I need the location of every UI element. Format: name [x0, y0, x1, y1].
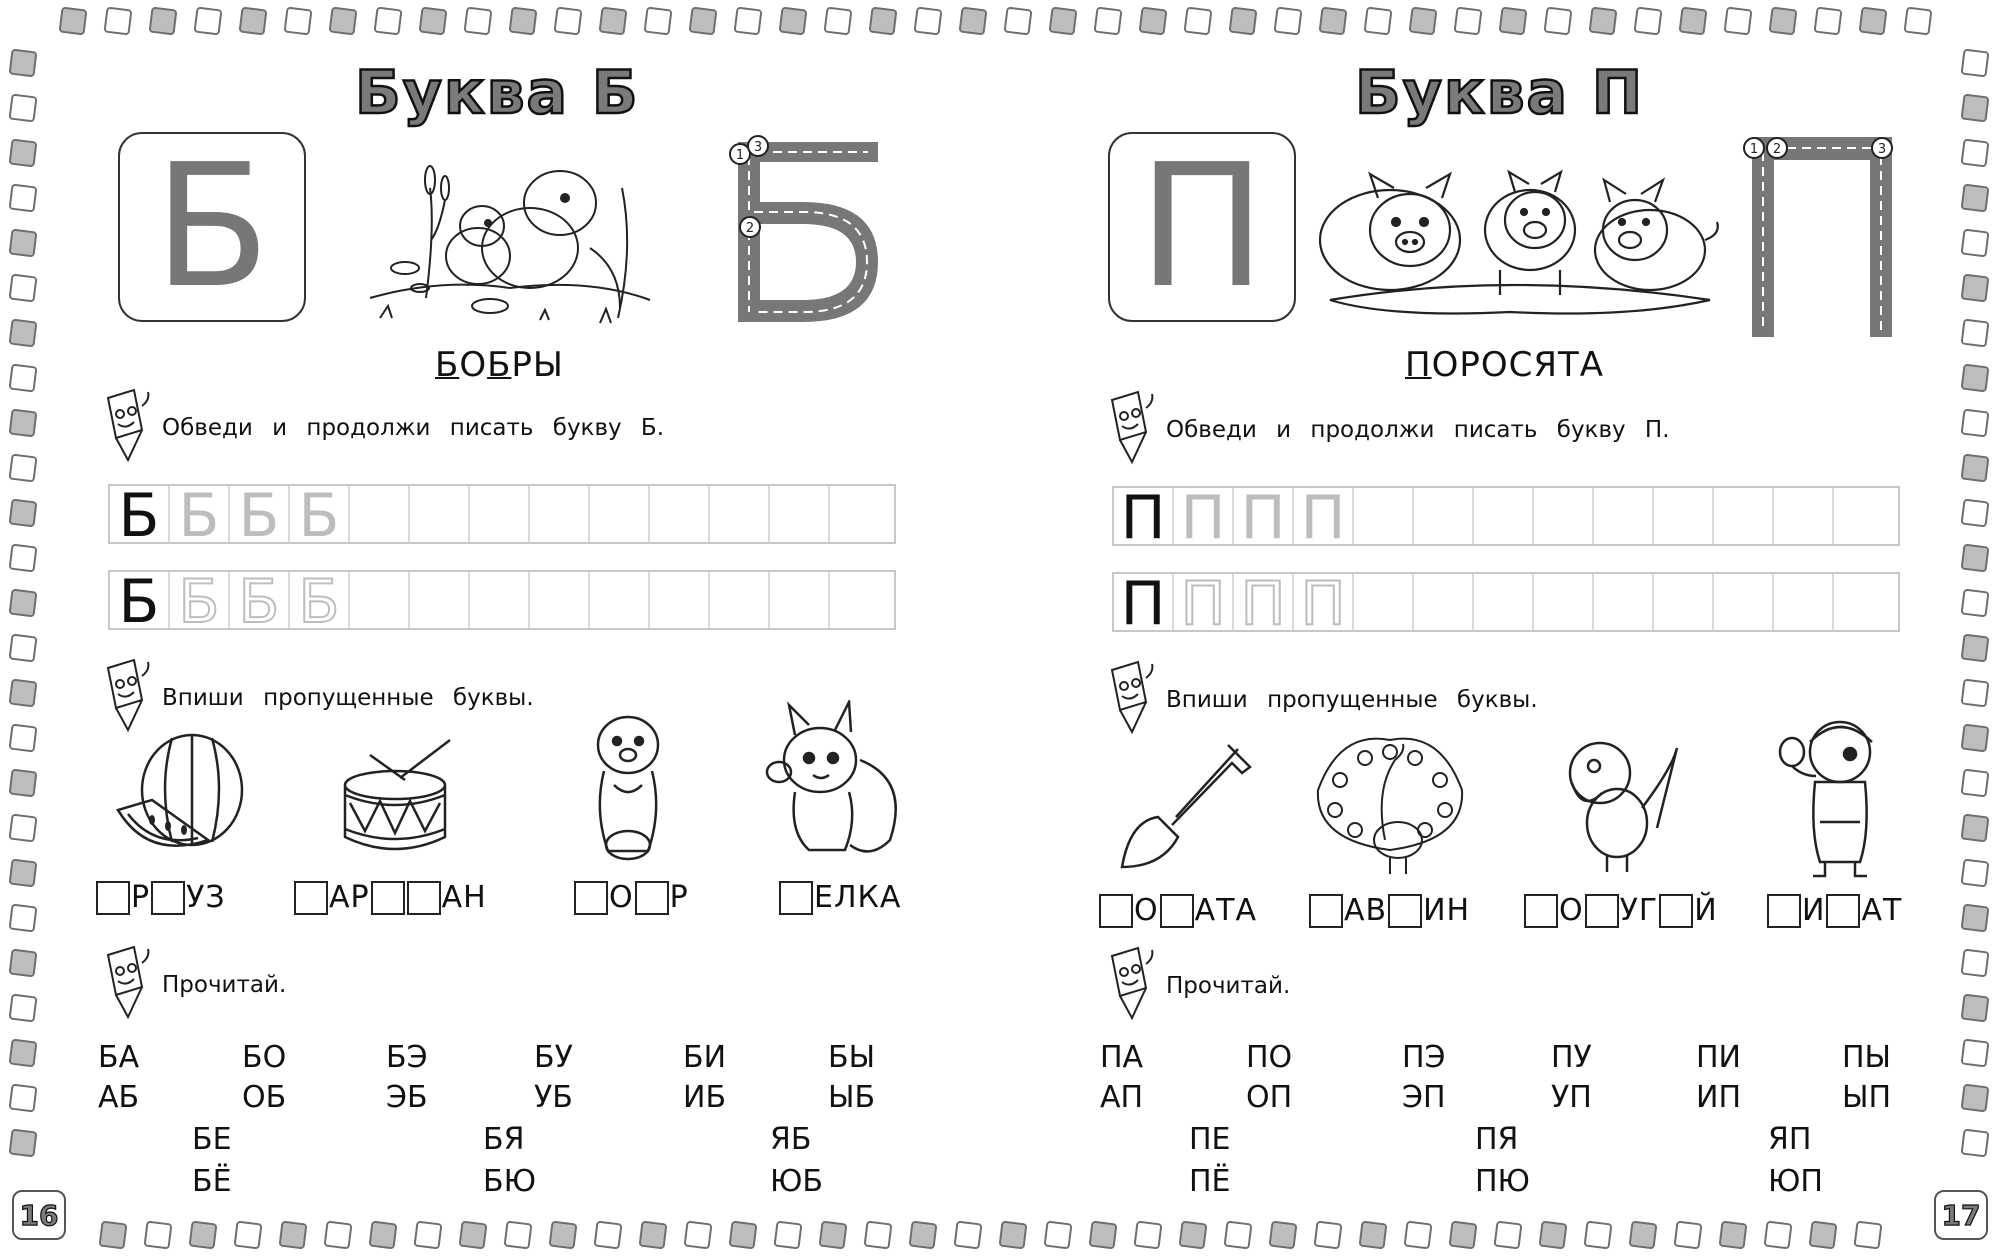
syllable: ПИ [1696, 1040, 1741, 1075]
step-1-label: 1 [1749, 142, 1759, 157]
syllable: БЭ [386, 1040, 428, 1075]
step-2-label: 2 [745, 221, 755, 236]
piglets-illustration [1310, 160, 1730, 320]
letter-box[interactable] [1659, 894, 1693, 928]
instruction-read [1102, 946, 1290, 1026]
instruction-text: Прочитай. [162, 972, 287, 998]
empty-cell [1654, 574, 1714, 630]
drum-icon [340, 735, 460, 855]
empty-cell [1474, 488, 1534, 544]
parrot-icon [1552, 728, 1682, 878]
empty-cell [470, 572, 530, 628]
letter-box[interactable] [1767, 894, 1801, 928]
syllable: ПУ [1551, 1040, 1592, 1075]
empty-cell [1654, 488, 1714, 544]
syllable: ИБ [683, 1080, 727, 1115]
syllable: БИ [683, 1040, 727, 1075]
empty-cell [1834, 574, 1894, 630]
step-2-label: 2 [1772, 142, 1782, 157]
empty-cell [1834, 488, 1894, 544]
instruction-text: Впиши пропущенные буквы. [162, 685, 534, 711]
letter-sample: П [1114, 574, 1174, 630]
syllable: БЕ [192, 1122, 232, 1157]
instruction-text: Прочитай. [1166, 973, 1291, 999]
syllable: ПО [1246, 1040, 1293, 1075]
right-page [1000, 0, 2000, 1257]
syllable: ПЭ [1402, 1040, 1446, 1075]
copy-row-2 [1112, 569, 1900, 639]
syllable: ЯП [1768, 1122, 1812, 1157]
letter-box[interactable] [1309, 894, 1343, 928]
instruction-missing [98, 658, 534, 738]
copy-row-1 [108, 481, 896, 551]
letter-box[interactable] [294, 881, 328, 915]
fill-word-4: И АТ [1766, 893, 1902, 928]
beaver-icon [580, 705, 675, 865]
syllable: БЁ [192, 1164, 232, 1199]
letter-box[interactable] [779, 881, 813, 915]
syllable: ПА [1100, 1040, 1144, 1075]
fill-word-3: О УГ Й [1523, 893, 1718, 928]
fill-word-4: ЕЛКА [778, 880, 901, 915]
empty-cell [530, 572, 590, 628]
pencil-mascot-icon [1102, 390, 1154, 470]
empty-cell [710, 572, 770, 628]
empty-cell [1534, 574, 1594, 630]
trace-letter: П [1174, 488, 1234, 544]
letter-box[interactable] [1160, 894, 1194, 928]
empty-cell [770, 486, 830, 542]
instruction-read [98, 945, 286, 1025]
syllable: УБ [534, 1080, 573, 1115]
empty-cell [410, 486, 470, 542]
syllable: ПЮ [1475, 1164, 1530, 1199]
letter-tracing-guide [1742, 132, 1902, 342]
step-3-label: 3 [1877, 142, 1887, 157]
empty-cell [1414, 488, 1474, 544]
empty-cell [710, 486, 770, 542]
syllable: ПЁ [1189, 1164, 1231, 1199]
squirrel-icon [765, 700, 905, 860]
empty-cell [1594, 488, 1654, 544]
empty-cell [350, 486, 410, 542]
letter-box[interactable] [1826, 894, 1860, 928]
instruction-text: Обведи и продолжи писать букву Б. [162, 415, 665, 441]
page-title: Буква Б [355, 58, 640, 128]
fill-word-1: О АТА [1098, 893, 1257, 928]
page-number: 16 [12, 1190, 66, 1240]
letter-sample: Б [110, 486, 170, 542]
empty-cell [830, 486, 890, 542]
syllable: АП [1100, 1080, 1144, 1115]
fill-word-3: О Р [573, 880, 689, 915]
syllable: БЯ [483, 1122, 525, 1157]
letter-box[interactable] [1524, 894, 1558, 928]
syllable: АБ [98, 1080, 140, 1115]
letter-box[interactable] [574, 881, 608, 915]
letter-box[interactable] [1099, 894, 1133, 928]
syllable: БЮ [483, 1164, 536, 1199]
empty-cell [410, 572, 470, 628]
syllable: ПЕ [1189, 1122, 1231, 1157]
instruction-text: Впиши пропущенные буквы. [1166, 687, 1538, 713]
trace-letter: П [1234, 488, 1294, 544]
dotted-letter: П [1294, 574, 1354, 630]
instruction-text: Обведи и продолжи писать букву П. [1166, 417, 1670, 443]
empty-cell [1354, 574, 1414, 630]
pencil-mascot-icon [98, 658, 150, 738]
letter-box[interactable] [371, 881, 405, 915]
syllable: ЮП [1768, 1164, 1823, 1199]
empty-cell [1714, 488, 1774, 544]
letter-box[interactable] [1585, 894, 1619, 928]
dotted-letter: П [1234, 574, 1294, 630]
pencil-mascot-icon [98, 388, 150, 468]
letter-box[interactable] [96, 881, 130, 915]
empty-cell [1414, 574, 1474, 630]
pencil-mascot-icon [98, 945, 150, 1025]
syllable: БЫ [828, 1040, 876, 1075]
dotted-letter: Б [170, 572, 230, 628]
letter-box[interactable] [635, 881, 669, 915]
empty-cell [530, 486, 590, 542]
syllable: ПЫ [1842, 1040, 1892, 1075]
beavers-illustration [360, 128, 660, 333]
copy-row-1 [1112, 483, 1900, 553]
syllable: ЫБ [828, 1080, 876, 1115]
pirate-icon [1770, 712, 1890, 882]
instruction-trace [98, 388, 664, 468]
empty-cell [470, 486, 530, 542]
letter-sample: П [1114, 488, 1174, 544]
empty-cell [1474, 574, 1534, 630]
letter-box[interactable] [151, 881, 185, 915]
syllable: ЮБ [770, 1164, 823, 1199]
picture-word: БОБРЫ [435, 345, 564, 385]
syllable: УП [1551, 1080, 1592, 1115]
empty-cell [1774, 574, 1834, 630]
watermelon-icon [112, 730, 247, 855]
fill-word-2: АР АН [293, 880, 487, 915]
trace-letter: Б [290, 486, 350, 542]
shovel-icon [1118, 735, 1268, 875]
syllable: ОБ [242, 1080, 287, 1115]
trace-letter: Б [230, 486, 290, 542]
empty-cell [770, 572, 830, 628]
syllable: БУ [534, 1040, 573, 1075]
peacock-icon [1310, 730, 1470, 880]
syllable: БА [98, 1040, 140, 1075]
empty-cell [590, 486, 650, 542]
empty-cell [1714, 574, 1774, 630]
pencil-mascot-icon [1102, 660, 1154, 740]
trace-letter: П [1294, 488, 1354, 544]
empty-cell [650, 486, 710, 542]
letter-box[interactable] [407, 881, 441, 915]
dotted-letter: Б [230, 572, 290, 628]
letter-card: Б [118, 132, 306, 322]
syllable: ИП [1696, 1080, 1741, 1115]
pencil-mascot-icon [1102, 946, 1154, 1026]
letter-tracing-guide [728, 132, 888, 332]
copy-row-2 [108, 567, 896, 637]
syllable: ЭП [1402, 1080, 1446, 1115]
empty-cell [590, 572, 650, 628]
trace-letter: Б [170, 486, 230, 542]
empty-cell [1354, 488, 1414, 544]
syllable: ЫП [1842, 1080, 1892, 1115]
page-title: Буква П [1355, 58, 1645, 128]
empty-cell [650, 572, 710, 628]
empty-cell [1594, 574, 1654, 630]
empty-cell [350, 572, 410, 628]
instruction-missing [1102, 660, 1538, 740]
page-number: 17 [1934, 1190, 1988, 1240]
step-1-label: 1 [735, 148, 745, 163]
step-3-label: 3 [753, 140, 763, 155]
syllable: ЭБ [386, 1080, 428, 1115]
syllable: ОП [1246, 1080, 1293, 1115]
letter-card: П [1108, 132, 1296, 322]
syllable: ПЯ [1475, 1122, 1519, 1157]
instruction-trace [1102, 390, 1670, 470]
fill-word-1: Р УЗ [95, 880, 226, 915]
syllable: БО [242, 1040, 287, 1075]
letter-sample: Б [110, 572, 170, 628]
dotted-letter: П [1174, 574, 1234, 630]
empty-cell [1774, 488, 1834, 544]
picture-word: ПОРОСЯТА [1405, 345, 1604, 385]
syllable: ЯБ [770, 1122, 812, 1157]
letter-box[interactable] [1388, 894, 1422, 928]
empty-cell [1534, 488, 1594, 544]
empty-cell [830, 572, 890, 628]
fill-word-2: АВ ИН [1308, 893, 1470, 928]
dotted-letter: Б [290, 572, 350, 628]
